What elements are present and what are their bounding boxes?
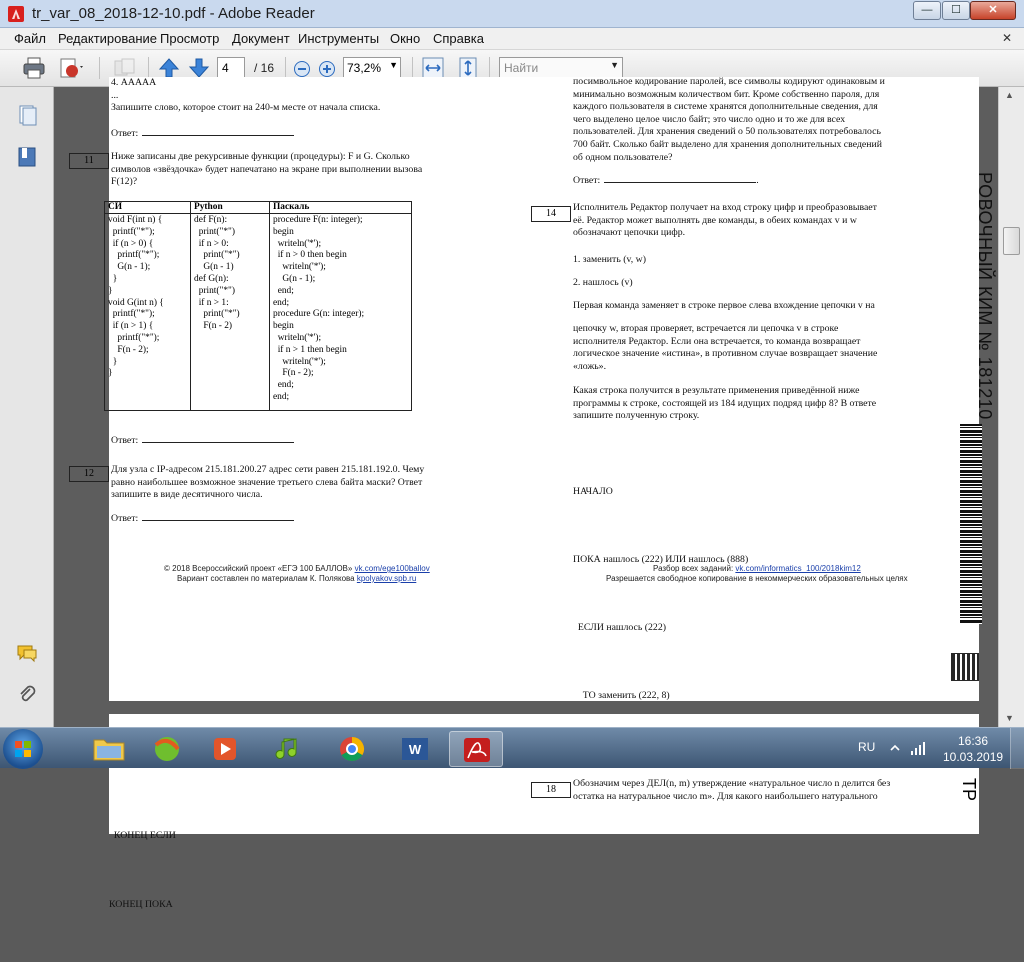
green-ball-icon	[140, 731, 194, 767]
text-line: ...	[111, 89, 119, 101]
text-line: Для узла с IP-адресом 215.181.200.27 адрес сети равен 215.181.192.0. Чему	[111, 464, 425, 475]
text-line: F(12)?	[111, 176, 138, 188]
footer-text: Вариант составлен по материалам К. Полякова	[177, 574, 357, 583]
footer-right-1	[653, 564, 861, 573]
kim-banner-page5: ТР	[959, 778, 979, 802]
scroll-down-icon[interactable]: ▼	[1005, 713, 1014, 723]
find-placeholder: Найти	[504, 61, 539, 75]
chevron-down-icon: ▼	[389, 60, 398, 70]
period: .	[756, 175, 759, 186]
menu-help[interactable]: Справка	[433, 31, 484, 46]
command-1: 1. заменить (v, w)	[573, 254, 647, 265]
answer-line	[111, 435, 294, 448]
chrome-icon	[325, 731, 379, 767]
text-line: Какая строка получится в результате применения приведённой ниже	[573, 385, 860, 396]
comments-icon[interactable]	[16, 642, 38, 664]
answer-blank	[142, 442, 294, 443]
scroll-up-icon[interactable]: ▲	[1005, 90, 1014, 100]
footer-link-vk[interactable]: vk.com/ege100ballov	[354, 564, 430, 573]
answer-line	[111, 128, 294, 141]
menu-view[interactable]: Просмотр	[160, 31, 220, 46]
text-line: пользователей. Для хранения сведений о 50 пользователях потребовалось	[573, 126, 881, 138]
create-pdf-icon[interactable]	[58, 56, 84, 80]
pdf-page-4	[84, 76, 995, 701]
svg-text:W: W	[408, 742, 422, 757]
question-11-text	[111, 151, 481, 189]
question-13-tail	[573, 76, 943, 164]
answer-line	[111, 513, 294, 526]
show-desktop-button[interactable]	[1010, 728, 1024, 769]
text-line: обозначают цепочки цифр.	[573, 227, 686, 239]
answer-blank	[142, 135, 294, 136]
text-line: цепочку w, вторая проверяет, встречается ли цепочка v в строке	[573, 323, 839, 334]
close-button[interactable]: ✕	[970, 1, 1016, 20]
text-line: Ниже записаны две рекурсивные функции (процедуры): F и G. Сколько	[111, 151, 410, 162]
taskbar-music[interactable]	[262, 731, 316, 767]
answer-blank	[142, 520, 294, 521]
word-icon	[388, 731, 442, 767]
program-line: ТО заменить (222, 8)	[573, 689, 670, 701]
code-column-pascal	[270, 202, 411, 410]
page-number-input[interactable]: 4	[217, 57, 245, 78]
maximize-button[interactable]: ☐	[942, 1, 970, 20]
answer-label: Ответ:	[111, 513, 139, 524]
text-line: символов «звёздочка» будет напечатано на экране при выполнении вызова	[111, 163, 423, 175]
column-header-python: Python	[191, 202, 269, 214]
question-14-p3	[573, 385, 943, 423]
kim-banner: РОВОЧНЫЙ КИМ № 181210	[975, 172, 995, 420]
footer-link-informatics[interactable]: vk.com/informatics_100/2018kim12	[735, 564, 861, 573]
question-number-18: 18	[531, 782, 571, 798]
code-column-python	[191, 202, 270, 410]
text-line: посимвольное кодирование паролей, все символы кодируют одинаковым и	[573, 76, 885, 87]
show-hidden-icons-icon[interactable]	[888, 741, 902, 755]
code-c: void F(int n) { printf("*"); if (n > 0) { printf("*"); G(n - 1); } } void G(int n) { printf("*"); if (n > 1) { printf("*"); F(n - 2); } }	[108, 215, 164, 379]
music-note-icon	[262, 731, 316, 767]
code-python: def F(n): print("*") if n > 0: print("*") G(n - 1) def G(n): print("*") if n > 1: print("*") F(n - 2)	[194, 215, 240, 332]
text-line: каждого пользователя в системе хранятся дополнительные сведения, для	[573, 101, 878, 113]
taskbar-media-player[interactable]	[198, 731, 252, 767]
clock-date[interactable]: 10.03.2019	[943, 750, 1004, 764]
minimize-button[interactable]: —	[913, 1, 941, 20]
program-line: КОНЕЦ ЕСЛИ	[109, 830, 176, 841]
qr-code	[952, 654, 978, 680]
zoom-in-icon[interactable]	[318, 60, 336, 78]
question-12-text	[111, 464, 481, 502]
taskbar	[0, 727, 1024, 768]
text-line: об одном пользователе?	[573, 151, 673, 163]
bookmarks-icon[interactable]	[16, 146, 38, 168]
clock-time[interactable]: 16:36	[958, 734, 989, 748]
close-document-icon[interactable]: ✕	[1001, 31, 1012, 45]
language-indicator[interactable]: RU	[858, 740, 876, 754]
text-line: 4. ААААА	[111, 77, 157, 88]
taskbar-chrome[interactable]	[325, 731, 379, 767]
taskbar-app-green[interactable]	[140, 731, 194, 767]
toolbar-separator	[99, 57, 100, 79]
print-icon[interactable]	[22, 56, 46, 80]
text-line: Запишите слово, которое стоит на 240-м месте от начала списка.	[111, 102, 381, 114]
adobe-reader-icon	[450, 732, 504, 768]
taskbar-adobe-reader[interactable]	[449, 731, 503, 767]
text-line: чего выделено целое число байт; это число одно и то же для всех	[573, 113, 846, 125]
program-line: КОНЕЦ ПОКА	[109, 899, 173, 910]
question-14-intro	[573, 202, 943, 240]
zoom-select[interactable]	[343, 57, 401, 78]
text-line: Обозначим через ДЕЛ(n, m) утверждение «натуральное число n делится без	[573, 778, 891, 789]
text-line: минимально возможным количеством бит. Кроме собственно пароля, для	[573, 88, 880, 100]
column-header-c: СИ	[105, 202, 190, 214]
toolbar-separator	[148, 57, 149, 79]
code-pascal: procedure F(n: integer); begin writeln('*'); if n > 0 then begin writeln('*'); G(n - 1); end; end; procedure G(n: integer); begin writeln('*'); if n > 1 then begin writeln('*'); F(n - 2); end; end;	[273, 215, 365, 402]
taskbar-explorer[interactable]	[82, 731, 136, 767]
start-button[interactable]	[3, 729, 43, 769]
text-line: её. Редактор может выполнять две команды, в обеих командах v и w	[573, 214, 857, 226]
question-number-12: 12	[69, 466, 109, 482]
answer-label: Ответ:	[111, 435, 139, 446]
toolbar-separator	[489, 57, 490, 79]
question-number-11: 11	[69, 153, 109, 169]
answer-blank	[604, 182, 756, 183]
text-line: запишите в виде десятичного числа.	[111, 489, 263, 501]
pages-icon[interactable]	[16, 104, 38, 126]
answer-label: Ответ:	[111, 128, 139, 139]
toolbar-separator	[412, 57, 413, 79]
menu-file[interactable]: Файл	[14, 31, 46, 46]
program-line: НАЧАЛО	[573, 486, 613, 498]
menu-bar	[0, 28, 1024, 50]
answer-label: Ответ:	[573, 175, 601, 186]
text-line: остатка на натуральное число m». Для какого наибольшего натурального	[573, 790, 878, 802]
zoom-out-icon[interactable]	[293, 60, 311, 78]
attachments-icon[interactable]	[16, 684, 38, 706]
folder-icon	[82, 731, 136, 767]
navigation-panel	[0, 87, 54, 727]
chevron-down-icon: ▼	[610, 60, 619, 70]
menu-document[interactable]: Документ	[232, 31, 290, 46]
window-title: tr_var_08_2018-12-10.pdf - Adobe Reader	[32, 5, 315, 22]
footer-left-2	[177, 574, 416, 583]
command-2: 2. нашлось (v)	[573, 277, 633, 288]
column-header-pascal: Паскаль	[270, 202, 411, 214]
text-line: исполнителя Редактор. Если она встречается, то команда возвращает	[573, 335, 861, 347]
program-line: ЕСЛИ нашлось (222)	[573, 621, 666, 633]
text-line: «ложь».	[573, 360, 607, 372]
footer-text: Разбор всех заданий:	[653, 564, 736, 573]
title-bar	[0, 0, 1024, 28]
text-line: равно наибольшее возможное значение третьего слева байта маски? Ответ	[111, 476, 423, 488]
answer-line	[573, 175, 759, 188]
footer-left-1	[164, 564, 430, 573]
question-number-14: 14	[531, 206, 571, 222]
media-player-icon	[198, 731, 252, 767]
find-input[interactable]	[499, 57, 623, 78]
question-14-p2	[573, 323, 943, 373]
text-line: логическое значение «истина», в противном случае возвращает значение	[573, 348, 878, 360]
menu-window[interactable]: Окно	[390, 31, 421, 46]
text-line: 700 байт. Сколько байт выделено для хранения дополнительных сведений	[573, 138, 883, 150]
adobe-reader-icon	[8, 6, 24, 22]
footer-text: © 2018 Всероссийский проект «ЕГЭ 100 БАЛЛОВ»	[164, 564, 355, 573]
program-line: ПОКА нашлось (222) ИЛИ нашлось (888)	[573, 553, 749, 565]
toolbar-separator	[285, 57, 286, 79]
network-icon[interactable]	[910, 740, 926, 756]
previous-question-tail	[109, 77, 499, 115]
code-column-c	[105, 202, 191, 410]
windows-logo-icon	[3, 729, 43, 769]
text-line: Исполнитель Редактор получает на вход строку цифр и преобразовывает	[573, 202, 877, 213]
question-18-text	[573, 778, 943, 803]
text-line: запишите полученную строку.	[573, 410, 700, 422]
taskbar-word[interactable]	[388, 731, 442, 767]
question-14-p1: Первая команда заменяет в строке первое слева вхождение цепочки v на	[573, 300, 875, 311]
code-table	[104, 201, 412, 411]
footer-right-2: Разрешается свободное копирование в некоммерческих образовательных целях	[606, 574, 908, 583]
page-total: / 16	[254, 61, 275, 75]
menu-edit[interactable]: Редактирование	[58, 31, 158, 46]
footer-link-polyakov[interactable]: kpolyakov.spb.ru	[356, 574, 417, 583]
zoom-value: 73,2%	[347, 61, 382, 75]
vertical-scrollbar[interactable]	[998, 87, 1024, 727]
scrollbar-thumb[interactable]	[1003, 227, 1020, 255]
program-end	[109, 778, 176, 962]
text-line: программы к строке, состоящей из 184 идущих подряд цифр 8? В ответе	[573, 397, 877, 409]
menu-tools[interactable]: Инструменты	[298, 31, 380, 46]
barcode	[960, 424, 982, 624]
